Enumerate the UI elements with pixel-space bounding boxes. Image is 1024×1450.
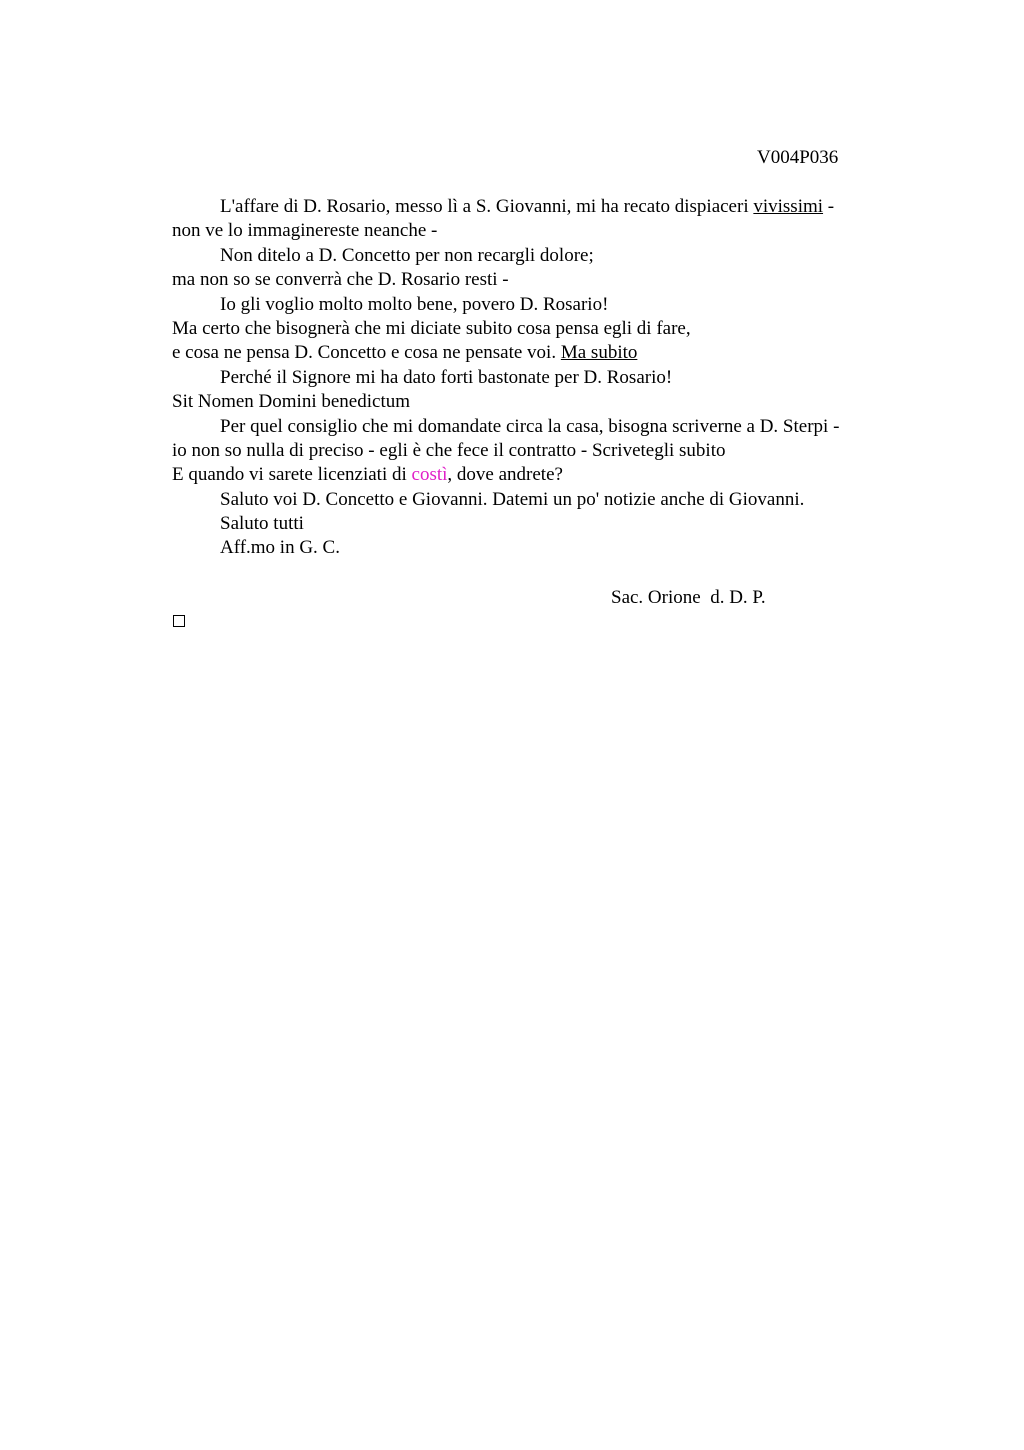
letter-line: E quando vi sarete licenziati di costì, dove andrete? [172,464,563,486]
letter-line: Saluto tutti [220,513,304,535]
letter-line: io non so nulla di preciso - egli è che fece il contratto - Scrivetegli subito [172,439,726,461]
highlighted-word: costì [411,464,448,486]
checkbox-square-icon [173,615,185,627]
letter-line: Aff.mo in G. C. [220,537,340,559]
letter-line: ma non so se converrà che D. Rosario resti - [172,269,509,291]
underlined-phrase: Ma subito [560,342,638,364]
letter-line: e cosa ne pensa D. Concetto e cosa ne pensate voi. Ma subito [172,342,638,364]
letter-line: Io gli voglio molto molto bene, povero D. Rosario! [220,293,609,315]
letter-line: Saluto voi D. Concetto e Giovanni. Datemi un po' notizie anche di Giovanni. [220,488,805,510]
letter-line: non ve lo immaginereste neanche - [172,220,438,242]
letter-line: Per quel consiglio che mi domandate circa la casa, bisogna scriverne a D. Sterpi - [220,415,840,437]
letter-body [172,195,932,561]
letter-line: L'affare di D. Rosario, messo lì a S. Giovanni, mi ha recato dispiaceri vivissimi - [220,196,835,217]
underlined-word: vivissimi [753,196,824,217]
letter-line: Ma certo che bisognerà che mi diciate subito cosa pensa egli di fare, [172,317,691,339]
signature: Sac. Orione d. D. P. [611,587,766,608]
letter-line: Non ditelo a D. Concetto per non recargli dolore; [220,244,594,266]
letter-line: Perché il Signore mi ha dato forti bastonate per D. Rosario! [220,366,673,388]
letter-line: Sit Nomen Domini benedictum [172,391,411,413]
reference-code: V004P036 [757,147,839,168]
